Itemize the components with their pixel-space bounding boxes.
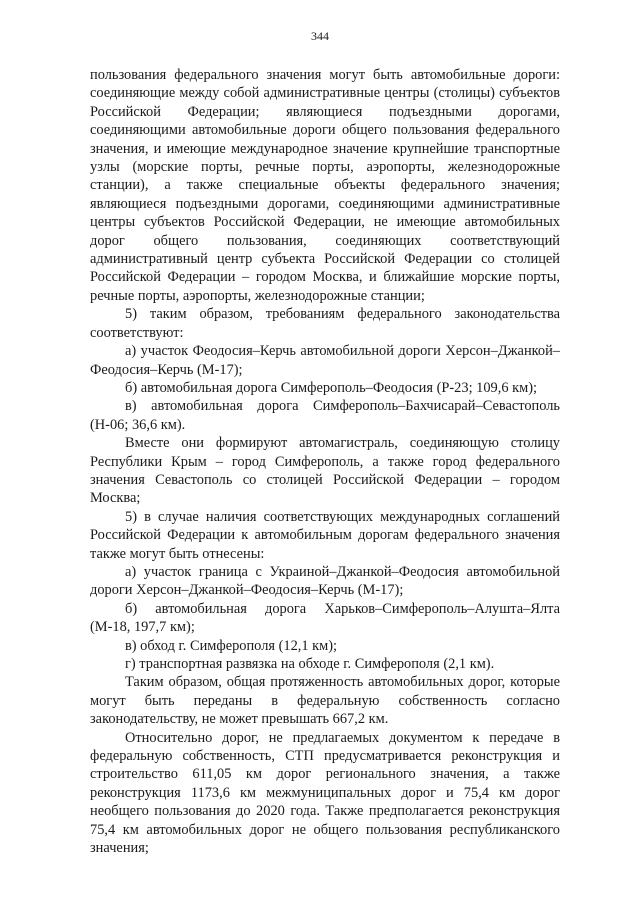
paragraph-12: Таким образом, общая протяженность автомобильных дорог, которые могут быть переданы в федеральную собственность согласно законодательству, не может превышать 667,2 км. — [90, 674, 560, 728]
paragraph-7: 5) в случае наличия соответствующих международных соглашений Российской Федерации к автомобильным дорогам федерального значения также могут быть отнесены: — [90, 508, 560, 562]
page-number: 344 — [311, 29, 329, 43]
paragraph-8: а) участок граница с Украиной–Джанкой–Феодосия автомобильной дороги Херсон–Джанкой–Феодосия–Керчь (М-17); — [90, 563, 560, 599]
paragraph-9: б) автомобильная дорога Харьков–Симферополь–Алушта–Ялта (М-18, 197,7 км); — [90, 600, 560, 636]
paragraph-13: Относительно дорог, не предлагаемых документом к передаче в федеральную собственность, СТП предусматривается реконструкция и строительство 611,05 км дорог регионального значения, а также реконструкция 1173,6 км межмуниципальных дорог и 75,4 км дорог необщего пользования до 2020 года. Также предполагается реконструкция 75,4 км автомобильных дорог не общего пользования республиканского значения; — [90, 729, 560, 857]
paragraph-10: в) обход г. Симферополя (12,1 км); — [125, 637, 338, 654]
document-body — [90, 66, 560, 857]
paragraph-4: б) автомобильная дорога Симферополь–Феодосия (Р-23; 109,6 км); — [125, 379, 538, 396]
paragraph-5: в) автомобильная дорога Симферополь–Бахчисарай–Севастополь (Н-06; 36,6 км). — [90, 398, 560, 433]
paragraph-1: пользования федерального значения могут быть автомобильные дороги: соединяющие между собой административные центры (столицы) субъектов Российской Федерации; являющиеся подъездными дорогами, соединяющими автомобильные дороги общего пользования федерального значения, и имеющие международное значение крупнейшие транспортные узлы (морские порты, речные порты, аэропорты, железнодорожные станции), а также специальные объекты федерального значения; являющиеся подъездными дорогами, соединяющими административные центры субъектов Российской Федерации, не имеющие автомобильных дорог общего пользования, соединяющих соответствующий административный центр субъекта Российской Федерации со столицей Российской Федерации – городом Москва, и ближайшие морские порты, речные порты, аэропорты, железнодорожные станции; — [90, 67, 560, 304]
paragraph-3: а) участок Феодосия–Керчь автомобильной дороги Херсон–Джанкой–Феодосия–Керчь (М-17); — [90, 343, 560, 378]
paragraph-6: Вместе они формируют автомагистраль, соединяющую столицу Республики Крым – город Симферополь, а также город федерального значения Севастополь со столицей Российской Федерации – городом Москва; — [90, 435, 560, 507]
paragraph-11: г) транспортная развязка на обходе г. Симферополя (2,1 км). — [125, 656, 495, 672]
paragraph-2: 5) таким образом, требованиям федерального законодательства соответствуют: — [90, 306, 560, 341]
